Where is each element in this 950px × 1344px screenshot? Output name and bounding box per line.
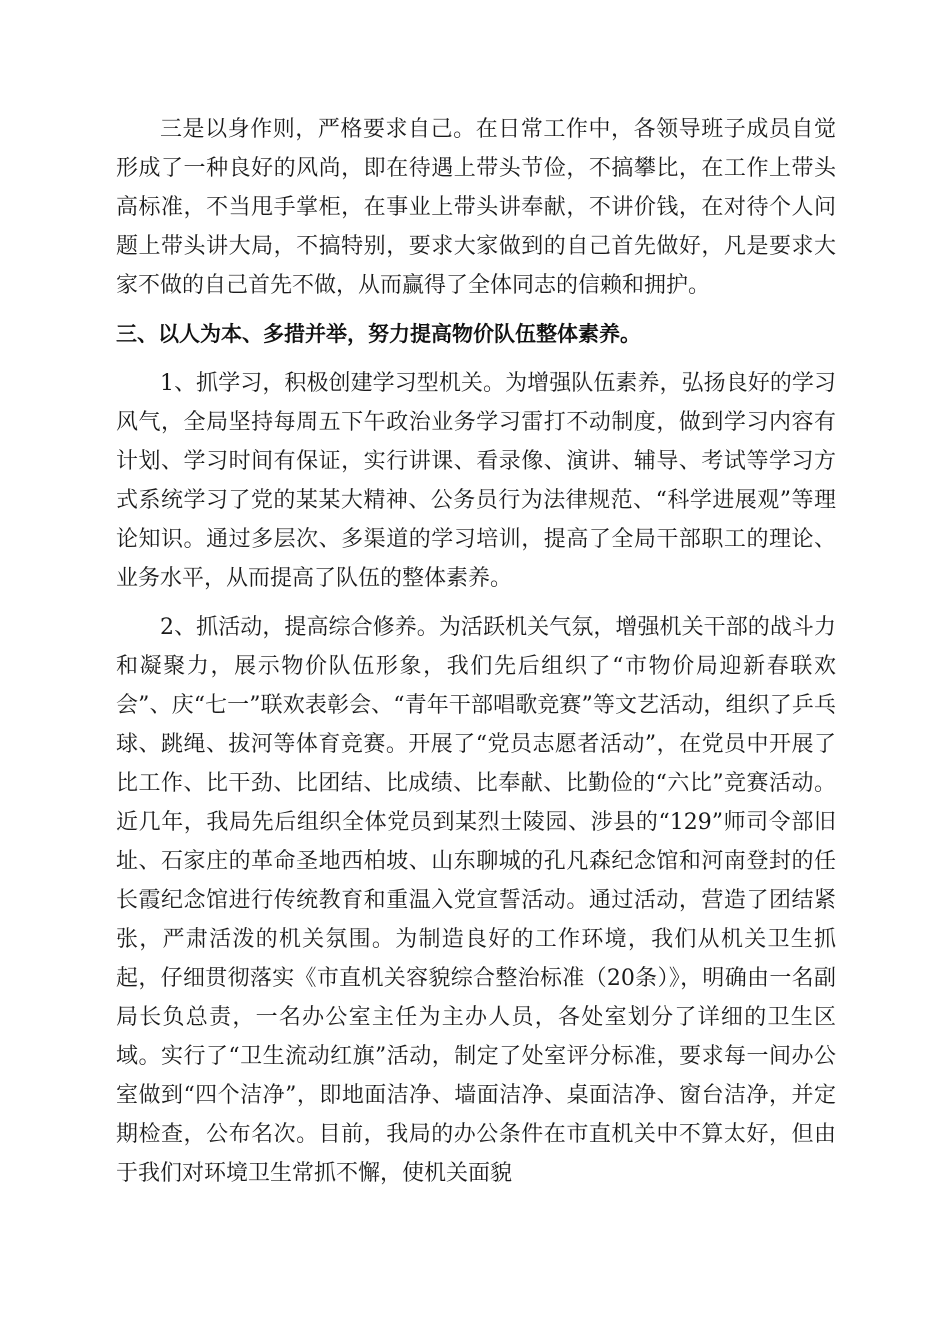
document-body — [116, 110, 836, 1193]
paragraph-leadership-example: 三是以身作则，严格要求自己。在日常工作中，各领导班子成员自觉形成了一种良好的风尚，即在待遇上带头节俭，不搞攀比，在工作上带头高标准，不当甩手掌柜，在事业上带头讲奉献，不讲价钱，在对待个人问题上带头讲大局，不搞特别，要求大家做到的自己首先做好，凡是要求大家不做的自己首先不做，从而赢得了全体同志的信赖和拥护。 — [116, 117, 836, 298]
paragraph-study: 1、抓学习，积极创建学习型机关。为增强队伍素养，弘扬良好的学习风气，全局坚持每周五下午政治业务学习雷打不动制度，做到学习内容有计划、学习时间有保证，实行讲课、看录像、演讲、辅导、考试等学习方式系统学习了党的某某大精神、公务员行为法律规范、“科学进展观”等理论知识。通过多层次、多渠道的学习培训，提高了全局干部职工的理论、业务水平，从而提高了队伍的整体素养。 — [116, 371, 836, 591]
section-heading: 三、以人为本、多措并举，努力提高物价队伍整体素养。 — [116, 322, 641, 346]
paragraph-activities: 2、抓活动，提高综合修养。为活跃机关气氛，增强机关干部的战斗力和凝聚力，展示物价队伍形象，我们先后组织了“市物价局迎新春联欢会”、庆“七一”联欢表彰会、“青年干部唱歌竞赛”等文艺活动，组织了乒乓球、跳绳、拔河等体育竞赛。开展了“党员志愿者活动”，在党员中开展了比工作、比干劲、比团结、比成绩、比奉献、比勤俭的“六比”竞赛活动。近几年，我局先后组织全体党员到某烈士陵园、涉县的“129”师司令部旧址、石家庄的革命圣地西柏坡、山东聊城的孔凡森纪念馆和河南登封的任长霞纪念馆进行传统教育和重温入党宣誓活动。通过活动，营造了团结紧张，严肃活泼的机关氛围。为制造良好的工作环境，我们从机关卫生抓起，仔细贯彻落实《市直机关容貌综合整治标准（20条）》，明确由一名副局长负总责，一名办公室主任为主办人员，各处室划分了详细的卫生区域。实行了“卫生流动红旗”活动，制定了处室评分标准，要求每一间办公室做到“四个洁净”，即地面洁净、墙面洁净、桌面洁净、窗台洁净，并定期检查，公布名次。目前，我局的办公条件在市直机关中不算太好，但由于我们对环境卫生常抓不懈，使机关面貌 — [116, 615, 836, 1186]
